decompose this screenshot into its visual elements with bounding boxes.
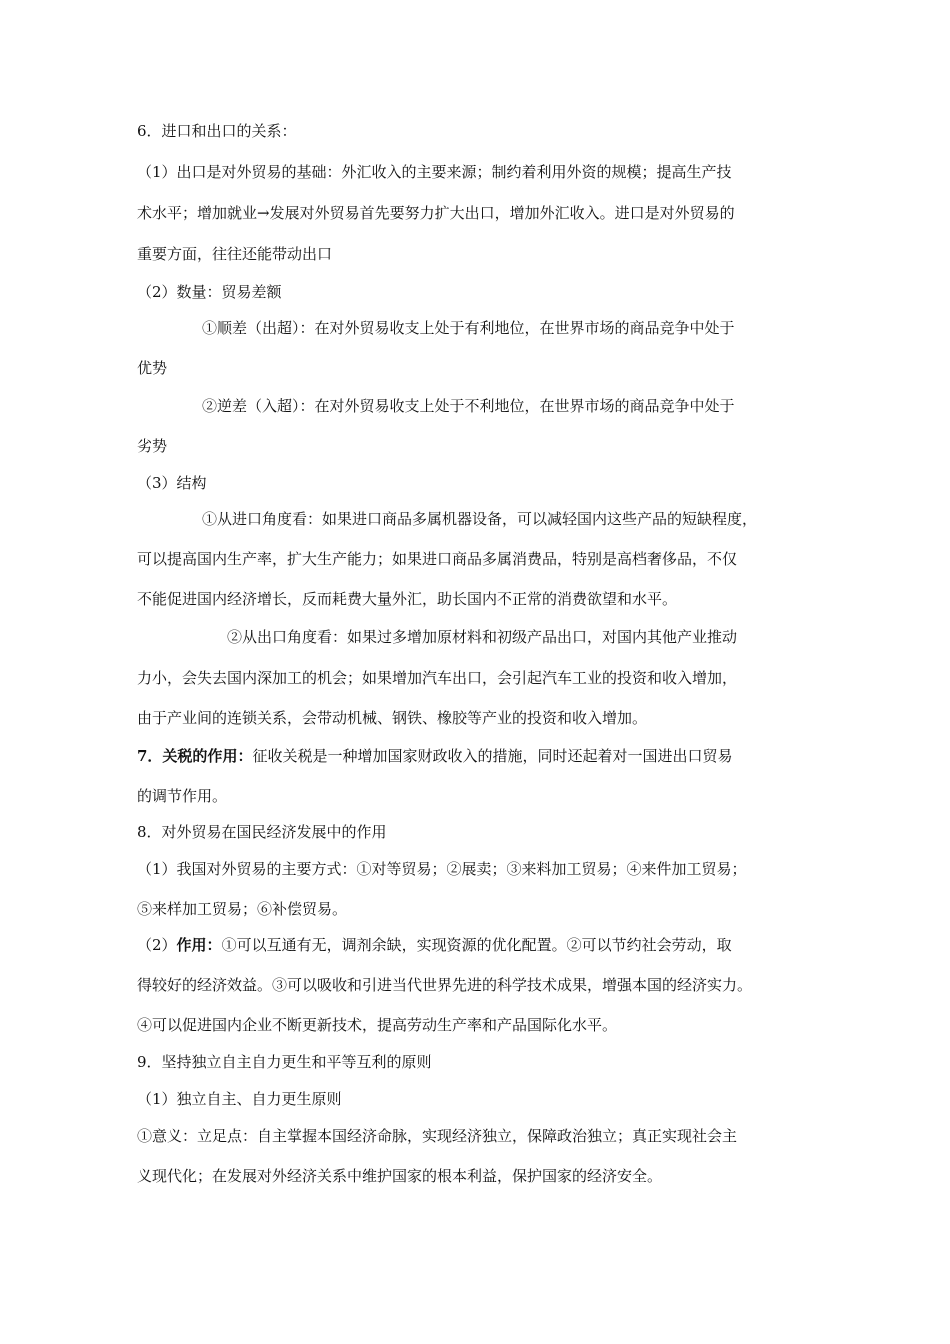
paragraph-line: ④可以促进国内企业不断更新技术，提高劳动生产率和产品国际化水平。	[137, 1016, 618, 1034]
paragraph-line: ⑤来样加工贸易；⑥补偿贸易。	[137, 900, 348, 918]
paragraph-line: ②从出口角度看：如果过多增加原材料和初级产品出口，对国内其他产业推动	[227, 628, 738, 646]
paragraph-line: 重要方面，往往还能带动出口	[137, 245, 333, 263]
heading-7-bold: 7．关税的作用：	[137, 747, 253, 765]
heading-8: 8．对外贸易在国民经济发展中的作用	[137, 823, 387, 841]
subheading-prefix: （2）	[137, 936, 177, 954]
paragraph-line: 术水平；增加就业→发展对外贸易首先要努力扩大出口，增加外汇收入。进口是对外贸易的	[137, 204, 735, 222]
heading-7	[137, 746, 732, 766]
subheading-independence: （1）独立自主、自力更生原则	[137, 1090, 342, 1108]
paragraph-line: ①意义：立足点：自主掌握本国经济命脉，实现经济独立，保障政治独立；真正实现社会主	[137, 1127, 738, 1145]
paragraph-line: （1）出口是对外贸易的基础：外汇收入的主要来源；制约着利用外资的规模；提高生产技	[137, 163, 732, 181]
paragraph-line: 劣势	[137, 437, 168, 455]
paragraph-line: ①从进口角度看：如果进口商品多属机器设备，可以减轻国内这些产品的短缺程度，	[202, 510, 758, 528]
heading-6: 6．进口和出口的关系：	[137, 122, 297, 140]
paragraph-line: 力小，会失去国内深加工的机会；如果增加汽车出口，会引起汽车工业的投资和收入增加，	[137, 669, 738, 687]
subheading-bold: 作用：	[176, 936, 222, 954]
subheading-structure: （3）结构	[137, 474, 207, 492]
paragraph-line: 得较好的经济效益。③可以吸收和引进当代世界先进的科学技术成果，增强本国的经济实力。	[137, 976, 753, 994]
paragraph-line: 的调节作用。	[137, 787, 228, 805]
heading-7-text: 征收关税是一种增加国家财政收入的措施，同时还起着对一国进出口贸易	[252, 747, 733, 765]
paragraph-line: 优势	[137, 359, 168, 377]
paragraph-line: 不能促进国内经济增长，反而耗费大量外汇，助长国内不正常的消费欲望和水平。	[137, 590, 678, 608]
subheading-text: ①可以互通有无，调剂余缺，实现资源的优化配置。②可以节约社会劳动，取	[221, 936, 732, 954]
paragraph-line: 义现代化；在发展对外经济关系中维护国家的根本利益，保护国家的经济安全。	[137, 1167, 663, 1185]
paragraph-line: （1）我国对外贸易的主要方式：①对等贸易；②展卖；③来料加工贸易；④来件加工贸易；	[137, 860, 747, 878]
paragraph-line: 可以提高国内生产率，扩大生产能力；如果进口商品多属消费品，特别是高档奢侈品，不仅	[137, 550, 738, 568]
paragraph-line: ①顺差（出超）：在对外贸易收支上处于有利地位，在世界市场的商品竞争中处于	[202, 319, 735, 337]
heading-9: 9．坚持独立自主自力更生和平等互利的原则	[137, 1053, 432, 1071]
subheading-function	[137, 935, 732, 955]
subheading-quantity: （2）数量：贸易差额	[137, 283, 282, 301]
paragraph-line: 由于产业间的连锁关系，会带动机械、钢铁、橡胶等产业的投资和收入增加。	[137, 709, 648, 727]
paragraph-line: ②逆差（入超）：在对外贸易收支上处于不利地位，在世界市场的商品竞争中处于	[202, 397, 735, 415]
